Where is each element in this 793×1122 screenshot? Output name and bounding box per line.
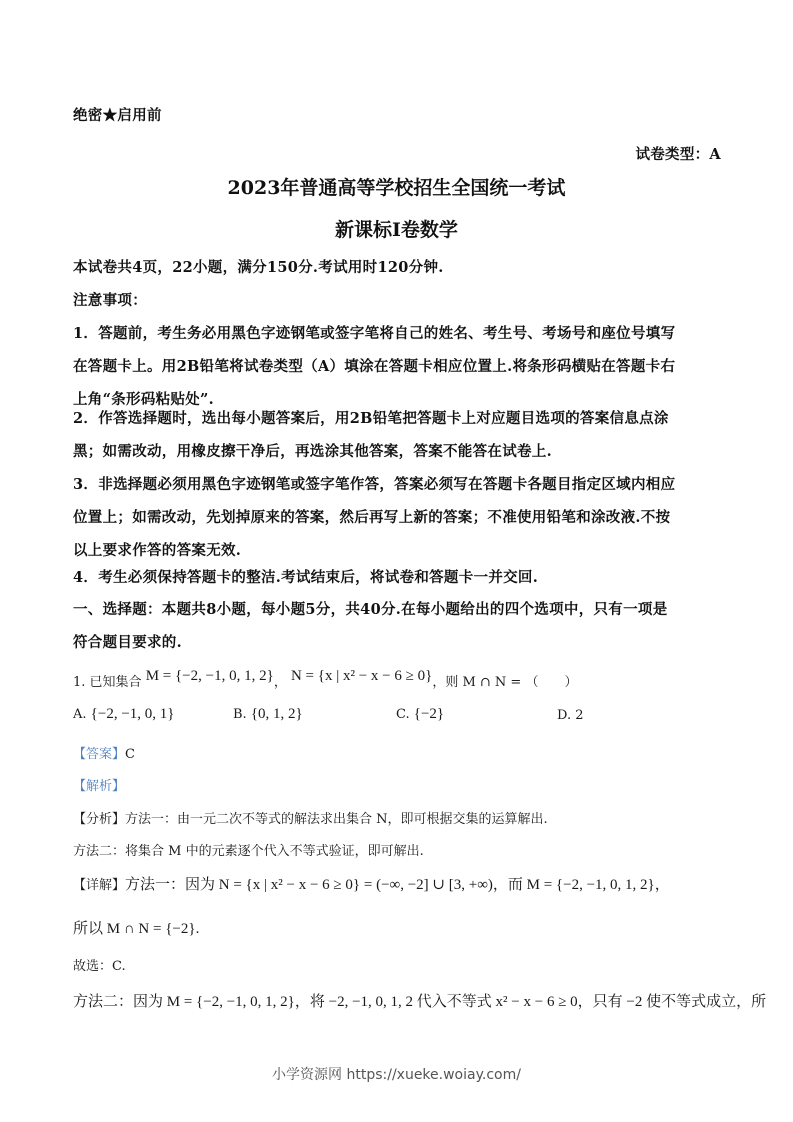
analysis-tag: 【解析】 <box>73 779 126 794</box>
detail-method-1 <box>73 873 670 894</box>
detail-method-2 <box>73 990 766 1011</box>
comma: ， <box>273 675 287 690</box>
note-3-line-3: 以上要求作答的答案无效. <box>73 542 242 559</box>
note-1-line-2: 在答题卡上。用2B铅笔将试卷类型（A）填涂在答题卡相应位置上.将条形码横贴在答题卡右 <box>73 358 676 375</box>
detail-conclusion <box>73 917 199 938</box>
detail-label: 【详解】 <box>73 878 126 893</box>
intro-line: 本试卷共4页，22小题，满分150分.考试用时120分钟. <box>73 259 444 276</box>
detail-text-3: 方法二：因为 M = {−2, −1, 0, 1, 2}，将 −2, −1, 0, 1, 2 代入不等式 x² − x − 6 ≥ 0，只有 −2 使不等式成立，所 <box>73 994 767 1010</box>
answer-line <box>73 743 135 762</box>
analysis-text-1: 方法一：由一元二次不等式的解法求出集合 N，即可根据交集的运算解出. <box>125 812 548 827</box>
confidential-label: 绝密★启用前 <box>73 107 162 124</box>
question-1 <box>73 668 578 691</box>
question-1-prefix: 1. 已知集合 <box>73 675 142 690</box>
set-m-formula: M = {−2, −1, 0, 1, 2} <box>145 668 274 684</box>
note-1-line-3: 上角“条形码粘贴处”. <box>73 391 215 408</box>
option-b-value: {0, 1, 2} <box>250 706 303 722</box>
option-a <box>73 706 175 723</box>
section-heading-line-1: 一、选择题：本题共8小题，每小题5分，共40分.在每小题给出的四个选项中，只有一项是 <box>73 601 668 618</box>
choose-line: 故选：C. <box>73 959 126 974</box>
option-a-label: A. <box>73 707 87 722</box>
note-2-line-1: 2．作答选择题时，选出每小题答案后，用2B铅笔把答题卡上对应题目选项的答案信息点涂 <box>73 410 669 427</box>
note-1-line-1: 1．答题前，考生务必用黑色字迹钢笔或签字笔将自己的姓名、考生号、考场号和座位号填写 <box>73 325 676 342</box>
option-d <box>557 708 584 723</box>
note-3-line-1: 3．非选择题必须用黑色字迹钢笔或签字笔作答，答案必须写在答题卡各题目指定区域内相应 <box>73 476 676 493</box>
question-1-ask: ，则 M ∩ N = （ ） <box>432 675 578 690</box>
detail-text-1: 方法一：因为 N = {x | x² − x − 6 ≥ 0} = (−∞, −2] ∪ [3, +∞)，而 M = {−2, −1, 0, 1, 2}， <box>125 877 670 893</box>
detail-text-2: 所以 M ∩ N = {−2}. <box>73 921 200 937</box>
note-2-line-2: 黑；如需改动，用橡皮擦干净后，再选涂其他答案，答案不能答在试卷上. <box>73 443 552 460</box>
option-b <box>233 706 303 723</box>
exam-title: 2023年普通高等学校招生全国统一考试 <box>227 177 566 199</box>
analysis-label: 【分析】 <box>73 812 126 827</box>
footer-watermark: 小学资源网 https://xueke.woiay.com/ <box>272 1067 521 1083</box>
answer-value: C <box>125 747 135 762</box>
option-a-value: {−2, −1, 0, 1} <box>90 706 175 722</box>
notes-heading: 注意事项： <box>73 292 147 309</box>
note-3-line-2: 位置上；如需改动，先划掉原来的答案，然后再写上新的答案；不准使用铅笔和涂改液.不按 <box>73 509 671 526</box>
note-4-line-1: 4．考生必须保持答题卡的整洁.考试结束后，将试卷和答题卡一并交回. <box>73 569 539 586</box>
option-d-value: 2 <box>575 708 584 723</box>
section-heading-line-2: 符合题目要求的. <box>73 634 182 651</box>
option-c <box>396 706 444 723</box>
option-c-label: C. <box>396 707 410 722</box>
analysis-method-2: 方法二：将集合 M 中的元素逐个代入不等式验证，即可解出. <box>73 844 424 859</box>
paper-type-label: 试卷类型：A <box>635 146 721 163</box>
answer-tag: 【答案】 <box>73 747 126 762</box>
exam-subtitle: 新课标Ⅰ卷数学 <box>335 219 458 241</box>
option-b-label: B. <box>233 707 247 722</box>
analysis-method-1 <box>73 808 548 827</box>
option-c-value: {−2} <box>413 706 445 722</box>
option-d-label: D. <box>557 708 572 723</box>
set-n-formula: N = {x | x² − x − 6 ≥ 0} <box>290 668 433 684</box>
